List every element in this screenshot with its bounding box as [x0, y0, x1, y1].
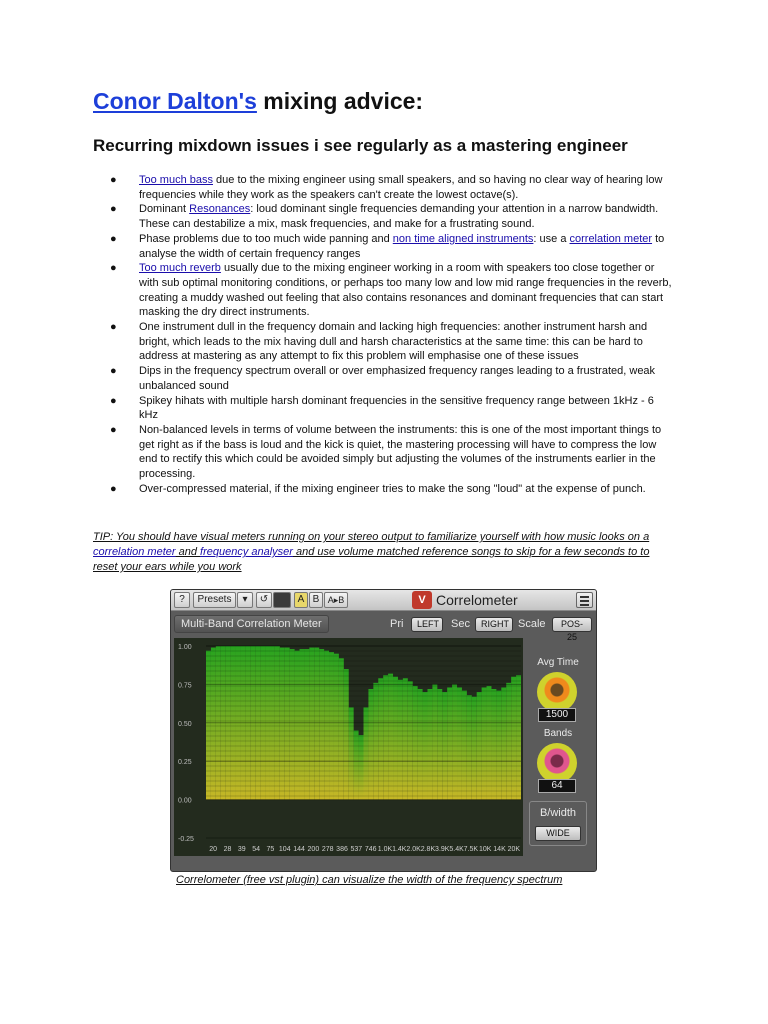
bullet-icon: ● [110, 174, 117, 186]
bullet-icon: ● [110, 203, 117, 216]
correlation-bar [344, 669, 349, 800]
correlation-bar [359, 735, 364, 800]
bullet-icon: ● [110, 423, 117, 436]
item-text: One instrument dull in the frequency domain and lacking high frequencies: another instrument harsh and bright, which leads to the mix having dull and harsh characteristics at the same time: this can be hard to address at mastering as any attempt to fix this problem will emphasise one of these issues [139, 321, 648, 363]
bullet-icon: ● [110, 262, 117, 275]
correlation-bar [482, 687, 487, 799]
panel-title: Multi-Band Correlation Meter [174, 615, 329, 633]
y-tick-label: 0.25 [178, 759, 192, 767]
correlation-bar [324, 651, 329, 800]
pri-select[interactable]: LEFT [411, 617, 443, 632]
item-text: due to the mixing engineer using small speakers, and so having no clear way of hearing low frequencies while they work as the speakers can't create the lowest octave(s). [139, 174, 663, 201]
x-tick-label: 537 [350, 846, 363, 853]
correlation-bar [319, 649, 324, 800]
x-tick-label: 2.0K [406, 846, 421, 853]
correlation-bar [472, 697, 477, 800]
frequency-analyser-link[interactable]: frequency analyser [200, 546, 293, 558]
page-title [93, 88, 423, 115]
meter-chart [174, 638, 523, 856]
scale-label: Scale [518, 618, 546, 630]
x-tick-label: 2.8K [420, 846, 436, 853]
bwidth-label: B/width [539, 807, 577, 819]
x-tick-label: 54 [252, 846, 261, 853]
item-text: Dips in the frequency spectrum overall or over emphasized frequency ranges leading to a frustrated, weak unbalanced sound [139, 365, 656, 392]
list-item [110, 232, 675, 261]
item-text: Spikey hihats with multiple harsh dominant frequencies in the sensitive frequency range between 1kHz - 6 kHz [139, 394, 654, 422]
bands-label: Bands [543, 728, 573, 739]
x-tick-label: 1.4K [392, 846, 407, 853]
list-item [110, 482, 675, 497]
x-tick-label: 7.5K [463, 846, 479, 853]
correlation-bar [300, 649, 305, 800]
correlation-bar [447, 687, 452, 799]
correlometer-screenshot [170, 589, 597, 872]
correlation-bar [295, 651, 300, 800]
list-item [110, 320, 675, 364]
item-text: Over-compressed material, if the mixing engineer tries to make the song "loud" at the expense of punch. [139, 482, 646, 495]
x-tick-label: 200 [307, 846, 320, 853]
list-item [110, 394, 675, 423]
inline-link[interactable]: Too much reverb [139, 262, 221, 275]
avg-time-value[interactable]: 1500 [538, 708, 576, 722]
x-tick-label: 5.4K [449, 846, 464, 853]
y-tick-label: 0.50 [178, 720, 192, 728]
correlation-meter-display [174, 638, 523, 856]
author-link[interactable]: Conor Dalton's [93, 88, 257, 114]
list-item [110, 202, 675, 231]
y-tick-label: 0.75 [178, 682, 192, 690]
correlation-bar [398, 680, 403, 800]
inline-link[interactable]: non time aligned instruments [392, 232, 534, 245]
avg-time-label: Avg Time [537, 657, 579, 668]
bands-value[interactable]: 64 [538, 779, 576, 793]
list-item [110, 173, 675, 202]
y-tick-label: 1.00 [178, 644, 192, 651]
bullet-icon: ● [110, 321, 117, 334]
item-text: Phase problems due to too much wide panning and [139, 232, 393, 245]
tip-text-1: TIP: You should have visual meters running on your stereo output to familiarize yourself with how music looks on a [93, 531, 650, 543]
title-rest: mixing advice: [256, 88, 424, 114]
x-tick-label: 386 [336, 846, 348, 853]
issue-list [110, 173, 675, 496]
correlation-bar [457, 687, 462, 799]
inline-link[interactable]: correlation meter [569, 232, 653, 245]
b-button[interactable]: B [309, 592, 323, 608]
correlation-bar [339, 658, 344, 799]
item-text: : loud dominant single frequencies demanding your attention in a narrow bandwidth. These can destabilize a mix, mask frequencies, and make for a frustrating sound. [139, 203, 659, 231]
inline-link[interactable]: Resonances [189, 203, 251, 216]
tip-text-2: and [175, 546, 201, 558]
y-tick-label: -0.25 [178, 836, 194, 843]
correlation-bar [432, 684, 437, 799]
correlation-bar [280, 648, 285, 800]
vst-logo-icon: V [412, 591, 432, 609]
correlation-bar [309, 648, 314, 800]
x-tick-label: 1.0K [377, 846, 393, 853]
x-tick-label: 278 [321, 846, 334, 853]
correlation-bar [290, 649, 295, 800]
plugin-toolbar [171, 590, 597, 611]
bullet-icon: ● [110, 365, 117, 378]
correlation-bar [206, 651, 211, 800]
help-button[interactable]: ? [174, 592, 190, 608]
x-tick-label: 28 [223, 846, 232, 853]
section-heading: Recurring mixdown issues i see regularly as a mastering engineer [93, 136, 628, 155]
correlation-bar [462, 691, 467, 800]
a-to-b-button[interactable]: A▸B [324, 592, 348, 608]
x-tick-label: 746 [364, 846, 377, 853]
correlation-meter-link[interactable]: correlation meter [93, 546, 176, 558]
item-text: Dominant [139, 203, 190, 216]
correlation-bar [413, 686, 418, 800]
list-item [110, 261, 675, 320]
x-tick-label: 104 [278, 846, 291, 853]
hamburger-menu-icon[interactable] [576, 592, 593, 608]
x-tick-label: 39 [237, 846, 246, 853]
plugin-name: Correlometer [436, 592, 518, 608]
figure-caption: Correlometer (free vst plugin) can visualize the width of the frequency spectrum [176, 874, 563, 886]
correlation-bar [501, 687, 506, 799]
y-tick-label: 0.00 [178, 797, 192, 805]
pri-label: Pri [390, 618, 404, 630]
x-tick-label: 144 [293, 846, 305, 853]
bands-knob[interactable] [537, 743, 577, 783]
correlation-bar [304, 649, 309, 800]
x-tick-label: 10K [478, 846, 492, 853]
item-text: to analyse the width of certain frequency ranges [139, 232, 665, 260]
x-tick-label: 20K [507, 846, 521, 853]
presets-button[interactable]: Presets [193, 592, 236, 608]
scale-select[interactable]: POS-25 [552, 617, 592, 632]
bullet-icon: ● [110, 394, 117, 407]
correlation-bar [408, 681, 413, 799]
item-text: : use a [533, 232, 570, 245]
x-tick-label: 3.9K [435, 846, 450, 853]
bwidth-select[interactable]: WIDE [535, 826, 581, 841]
tip-paragraph [93, 530, 673, 575]
correlation-bar [496, 691, 501, 800]
presets-dropdown-icon[interactable]: ▾ [237, 592, 253, 608]
a-button[interactable]: A [294, 592, 308, 608]
correlation-bar [285, 648, 290, 800]
item-text: usually due to the mixing engineer working in a room with speakers too close together or with sub optimal monitoring conditions, or perhaps too many low and low mid range frequencies in the reverb, creating a muddy washed out feeling that also contains resonances and dominant frequencies that can start masking the dry direct instruments. [139, 262, 672, 319]
avg-time-knob[interactable] [537, 672, 577, 712]
item-text: Non-balanced levels in terms of volume between the instruments: this is one of the most important things to get right as if the bass is loud and the kick is quiet, the mastering processing will have to compress the low end to rectify this which could be avoided simply but adjusting the volumes of the instruments earlier in the processing. [139, 423, 662, 481]
bullet-icon: ● [110, 232, 117, 245]
correlation-bar [487, 686, 492, 800]
correlation-bar [314, 648, 319, 800]
bullet-icon: ● [110, 482, 117, 495]
inline-link[interactable]: Too much bass [139, 174, 213, 186]
sec-label: Sec [451, 618, 470, 630]
dark-toggle-button[interactable] [273, 592, 291, 608]
x-tick-label: 20 [209, 846, 218, 853]
sec-select[interactable]: RIGHT [475, 617, 513, 632]
x-tick-label: 75 [266, 846, 275, 853]
x-tick-label: 14K [493, 846, 506, 853]
correlation-bar [452, 684, 457, 799]
list-item [110, 423, 675, 482]
undo-icon[interactable]: ↺ [256, 592, 272, 608]
correlation-bar [211, 648, 216, 800]
list-item [110, 364, 675, 393]
tip-text-3: and use volume matched reference songs to skip for a few seconds to to reset your ears while you work [93, 546, 650, 573]
